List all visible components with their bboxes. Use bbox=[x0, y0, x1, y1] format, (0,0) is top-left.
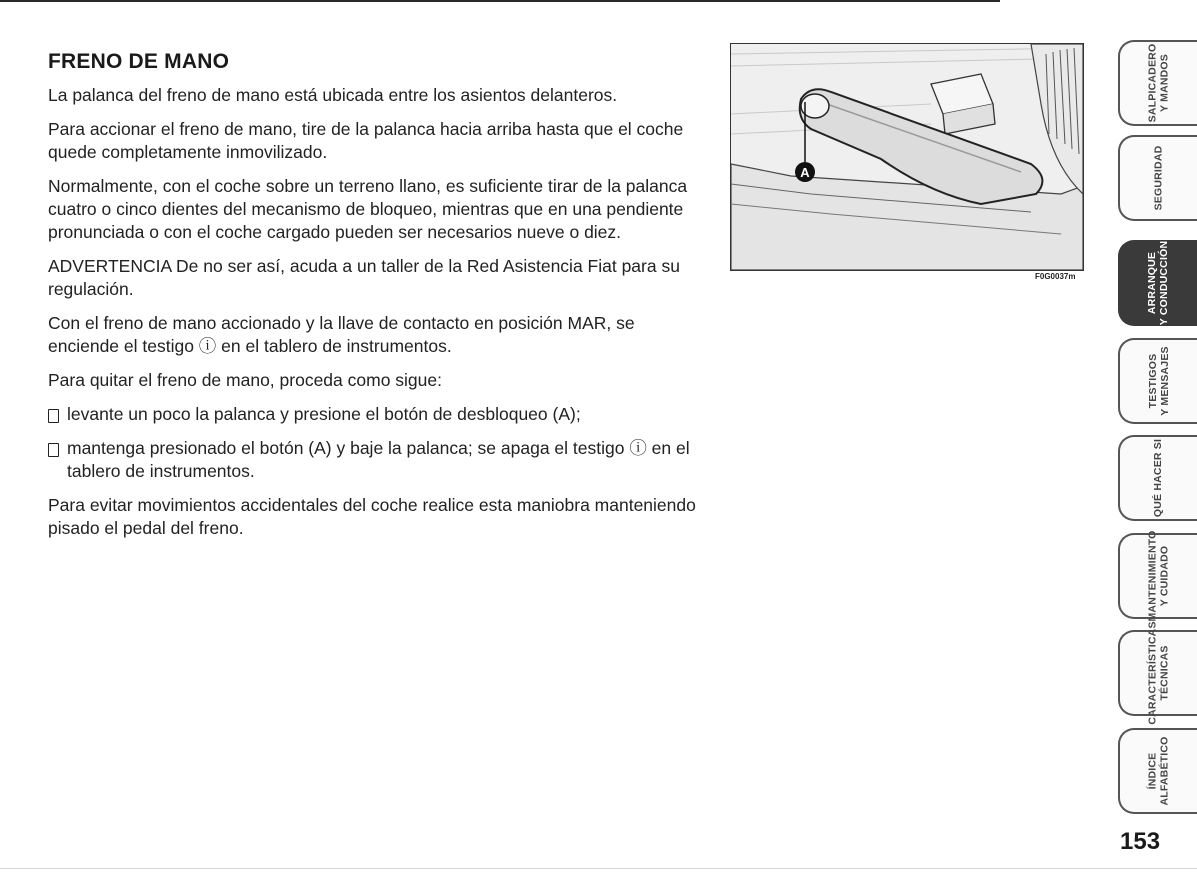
handbrake-drawing bbox=[731, 44, 1083, 270]
tab-caracteristicas[interactable] bbox=[1118, 621, 1197, 725]
paragraph-safety: Para evitar movimientos accidentales del coche realice esta maniobra manteniendo pisado el pedal del freno. bbox=[48, 495, 696, 538]
tab-label: ÍNDICE ALFABÉTICO bbox=[1146, 736, 1171, 806]
top-rule bbox=[0, 0, 1000, 2]
tab-indice[interactable] bbox=[1118, 728, 1197, 814]
paragraph-warning: ADVERTENCIA De no ser así, acuda a un taller de la Red Asistencia Fiat para su regulación. bbox=[48, 256, 680, 299]
paragraph-apply: Para accionar el freno de mano, tire de la palanca hacia arriba hasta que el coche quede completamente inmovilizado. bbox=[48, 119, 684, 162]
tab-label: MANTENIMIENTO Y CUIDADO bbox=[1146, 530, 1171, 622]
checkbox-bullet-icon bbox=[48, 443, 59, 457]
tab-arranque-active[interactable] bbox=[1118, 240, 1197, 326]
bullet-item bbox=[48, 437, 698, 483]
bottom-rule bbox=[0, 868, 1197, 869]
checkbox-bullet-icon bbox=[48, 409, 59, 423]
tab-label: TESTIGOS Y MENSAJES bbox=[1146, 346, 1171, 416]
paragraph-normal: Normalmente, con el coche sobre un terreno llano, es suficiente tirar de la palanca cuatro o cinco dientes del mecanismo de bloqueo, mientras que en una pendiente pronunciada o con el coche cargado pueden ser necesarios nueve o diez. bbox=[48, 176, 688, 242]
tab-mantenimiento[interactable] bbox=[1118, 530, 1197, 622]
tab-testigos[interactable] bbox=[1118, 338, 1197, 424]
tab-label: SEGURIDAD bbox=[1152, 145, 1165, 211]
paragraph-indicator: Con el freno de mano accionado y la llave de contacto en posición MAR, se enciende el testigo ⓘ en el tablero de instrumentos. bbox=[48, 313, 635, 356]
figure-code: F0G0037m bbox=[1035, 272, 1076, 281]
tab-label: ARRANQUE Y CONDUCCIÓN bbox=[1146, 240, 1171, 326]
tab-salpicadero[interactable] bbox=[1118, 40, 1197, 126]
bullet-text: mantenga presionado el botón (A) y baje la palanca; se apaga el testigo ⓘ en el tablero de instrumentos. bbox=[67, 438, 690, 481]
callout-a-label: A bbox=[800, 165, 810, 180]
bullet-text: levante un poco la palanca y presione el botón de desbloqueo (A); bbox=[67, 404, 581, 424]
section-title: FRENO DE MANO bbox=[48, 50, 230, 73]
tab-label: CARACTERÍSTICAS TÉCNICAS bbox=[1146, 621, 1171, 725]
bullet-item bbox=[48, 403, 698, 426]
tab-que-hacer-si[interactable] bbox=[1118, 435, 1197, 521]
tab-label: SALPICADERO Y MANDOS bbox=[1146, 43, 1171, 123]
paragraph-location: La palanca del freno de mano está ubicada entre los asientos delanteros. bbox=[48, 85, 618, 105]
page-number: 153 bbox=[1120, 828, 1161, 855]
paragraph-release-intro: Para quitar el freno de mano, proceda como sigue: bbox=[48, 370, 442, 390]
tab-seguridad[interactable] bbox=[1118, 135, 1197, 221]
handbrake-illustration bbox=[730, 43, 1084, 271]
tab-label: QUÉ HACER SI bbox=[1152, 438, 1165, 518]
main-content bbox=[48, 50, 698, 551]
